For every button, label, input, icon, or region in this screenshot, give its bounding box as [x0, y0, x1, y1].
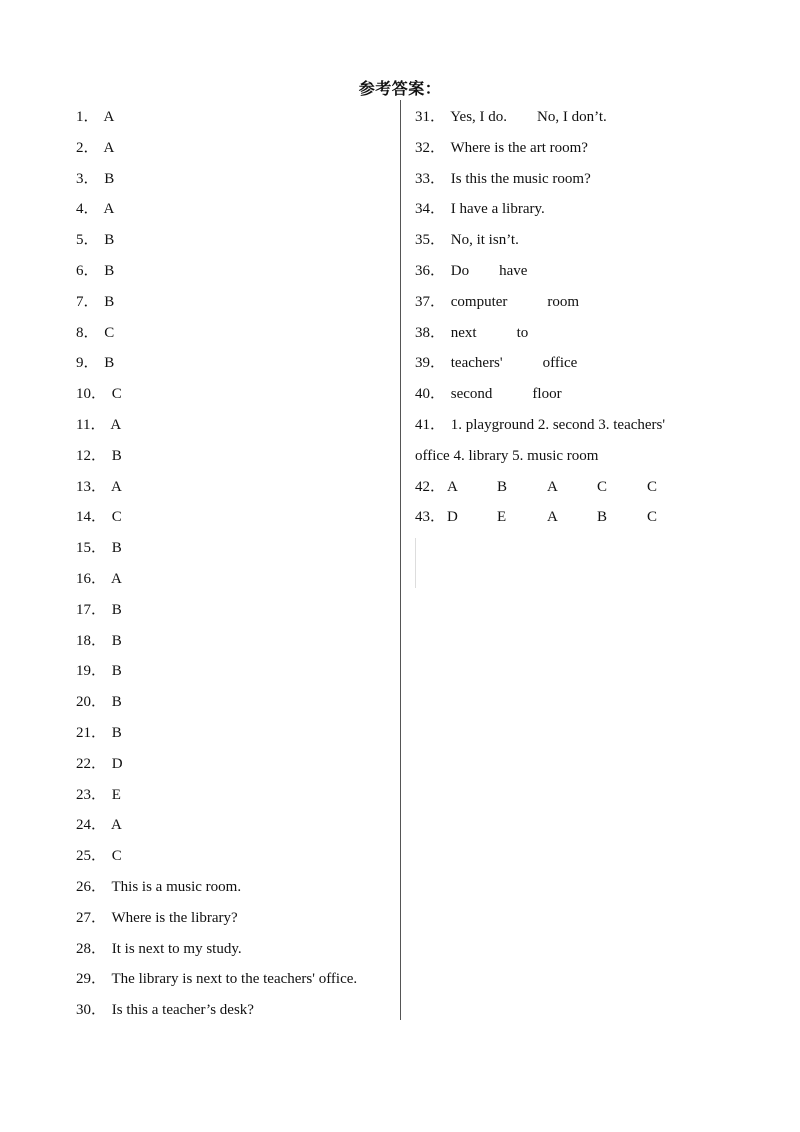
answer-item [76, 720, 357, 751]
answer-text: C [104, 324, 115, 341]
answer-item [76, 443, 357, 474]
answer-number: 29 ． [76, 966, 108, 992]
answer-item [415, 166, 695, 197]
answer-item [415, 504, 695, 535]
answer-item [76, 936, 357, 967]
answer-text-part: office [542, 355, 578, 372]
answer-number: 32 ． [415, 135, 447, 161]
answer-item [76, 689, 357, 720]
answer-text: B [111, 540, 122, 557]
answer-item [415, 135, 695, 166]
answer-number: 22 ． [76, 751, 108, 777]
answer-text: A [103, 139, 115, 156]
answer-item [415, 320, 695, 351]
answer-text-part: Yes, I do. [450, 109, 508, 125]
answer-cell: B [497, 478, 508, 495]
answer-item [76, 166, 357, 197]
answer-item [76, 258, 357, 289]
answer-number: 30 ． [76, 997, 108, 1023]
answer-number: 25 ． [76, 843, 108, 869]
answer-cell: E [497, 509, 507, 526]
answer-cell: A [447, 478, 458, 495]
answer-cell: C [597, 478, 608, 495]
answer-text: B [111, 601, 122, 618]
answer-text: C [111, 509, 122, 526]
answer-number: 14 ． [76, 504, 108, 530]
answer-item [415, 289, 695, 320]
answer-text-part: next [450, 324, 477, 341]
answer-number: 42 ． [415, 474, 447, 500]
answer-text-part: room [547, 293, 580, 310]
answer-item [76, 535, 357, 566]
answer-item [76, 566, 357, 597]
answer-text-line: 1. playground 2. second 3. teachers' [450, 416, 666, 433]
answer-item [76, 782, 357, 813]
answer-text: The library is next to the teachers' office. [111, 971, 358, 988]
answer-text: C [111, 848, 122, 865]
answer-number: 10 ． [76, 381, 108, 407]
answer-text: B [104, 170, 115, 187]
answer-text: Is this the music room? [450, 170, 591, 187]
answer-number: 31 ． [415, 104, 447, 130]
answer-item [76, 381, 357, 412]
answer-number: 43 ． [415, 504, 447, 530]
answer-text: Is this a teacher’s desk? [111, 1002, 254, 1019]
answer-text-line: office 4. library 5. music room [415, 447, 599, 464]
answer-item [415, 258, 695, 289]
answer-cell: B [597, 509, 608, 526]
answer-number: 15 ． [76, 535, 108, 561]
answer-text: B [104, 293, 115, 310]
answer-number: 18 ． [76, 628, 108, 654]
answer-number: 39 ． [415, 350, 447, 376]
answer-item [76, 812, 357, 843]
answer-text: C [111, 386, 122, 403]
answer-number: 41 ． [415, 412, 447, 438]
answer-item [415, 196, 695, 227]
answer-item [76, 874, 357, 905]
answer-number: 11 ． [76, 412, 107, 438]
answer-text: E [111, 786, 121, 803]
answer-number: 7 ． [76, 289, 101, 315]
answer-item [76, 104, 357, 135]
answer-item [415, 104, 695, 135]
answer-number: 24 ． [76, 812, 108, 838]
answer-number: 28 ． [76, 936, 108, 962]
answer-item [415, 381, 695, 412]
right-answer-column [415, 104, 695, 535]
answer-number: 8 ． [76, 320, 101, 346]
answer-text: Where is the library? [111, 909, 238, 926]
answer-number: 12 ． [76, 443, 108, 469]
answer-text: I have a library. [450, 201, 545, 218]
answer-number: 21 ． [76, 720, 108, 746]
answer-cell: A [547, 478, 558, 495]
answer-text-part: have [499, 262, 528, 279]
answer-item [76, 412, 357, 443]
answer-number: 19 ． [76, 658, 108, 684]
answer-text-part: Do [450, 262, 470, 279]
answer-item [415, 474, 695, 505]
answer-text-part: floor [532, 386, 562, 403]
answer-text-part: second [450, 386, 493, 403]
answer-text-part: computer [450, 293, 508, 310]
answer-number: 6 ． [76, 258, 101, 284]
answer-text: B [104, 262, 115, 279]
answer-number: 3 ． [76, 166, 101, 192]
answer-text: A [110, 416, 122, 433]
answer-text: B [104, 355, 115, 372]
answer-text: B [111, 632, 122, 649]
answer-text-part: No, I don’t. [537, 109, 607, 125]
answer-item [76, 196, 357, 227]
answer-cell: D [447, 509, 458, 526]
answer-number: 34 ． [415, 196, 447, 222]
answer-number: 35 ． [415, 227, 447, 253]
answer-text: A [103, 201, 115, 218]
answer-text: A [110, 570, 122, 587]
answer-number: 9 ． [76, 350, 101, 376]
answer-item [76, 227, 357, 258]
answer-number: 23 ． [76, 782, 108, 808]
answer-number: 13 ． [76, 474, 108, 500]
answer-item [415, 412, 695, 443]
answer-number: 26 ． [76, 874, 108, 900]
answer-number: 27 ． [76, 905, 108, 931]
answer-number: 36 ． [415, 258, 447, 284]
answer-number: 4 ． [76, 196, 101, 222]
answer-cell: C [647, 509, 658, 526]
answer-number: 40 ． [415, 381, 447, 407]
answer-text: B [111, 724, 122, 741]
left-answer-column [76, 104, 357, 1028]
answer-item [76, 135, 357, 166]
answer-item [76, 289, 357, 320]
answer-item [76, 504, 357, 535]
answer-item [76, 751, 357, 782]
answer-item [76, 597, 357, 628]
answer-number: 37 ． [415, 289, 447, 315]
column-divider [400, 100, 401, 1020]
answer-text: D [111, 755, 123, 772]
answer-text: It is next to my study. [111, 940, 242, 957]
answer-item [76, 658, 357, 689]
answer-item [76, 905, 357, 936]
answer-number: 2 ． [76, 135, 101, 161]
answer-number: 38 ． [415, 320, 447, 346]
answer-text: A [110, 478, 122, 495]
answer-text: A [110, 817, 122, 834]
answer-text: B [111, 694, 122, 711]
answer-text: No, it isn’t. [450, 232, 519, 249]
answer-number: 20 ． [76, 689, 108, 715]
answer-number: 16 ． [76, 566, 108, 592]
answer-cell: A [547, 509, 558, 526]
faint-divider-mark [415, 538, 416, 588]
answer-text: B [104, 232, 115, 249]
page-title: 参考答案： [358, 79, 442, 98]
answer-item [76, 843, 357, 874]
answer-text-part: to [516, 324, 529, 341]
answer-item [76, 628, 357, 659]
answer-number: 33 ． [415, 166, 447, 192]
answer-item [76, 320, 357, 351]
answer-text: A [103, 109, 115, 125]
answer-text-part: teachers' [450, 355, 503, 372]
answer-text: This is a music room. [111, 878, 242, 895]
answer-text: Where is the art room? [450, 139, 588, 156]
answer-item [415, 227, 695, 258]
answer-item [415, 350, 695, 381]
answer-text: B [111, 663, 122, 680]
answer-item [76, 350, 357, 381]
answer-number: 17 ． [76, 597, 108, 623]
answer-number: 5 ． [76, 227, 101, 253]
answer-item-continued [415, 443, 695, 474]
answer-item [76, 966, 357, 997]
answer-item [76, 997, 357, 1028]
answer-item [76, 474, 357, 505]
answer-cell: C [647, 478, 658, 495]
answer-number: 1 ． [76, 104, 101, 130]
answer-text: B [111, 447, 122, 464]
